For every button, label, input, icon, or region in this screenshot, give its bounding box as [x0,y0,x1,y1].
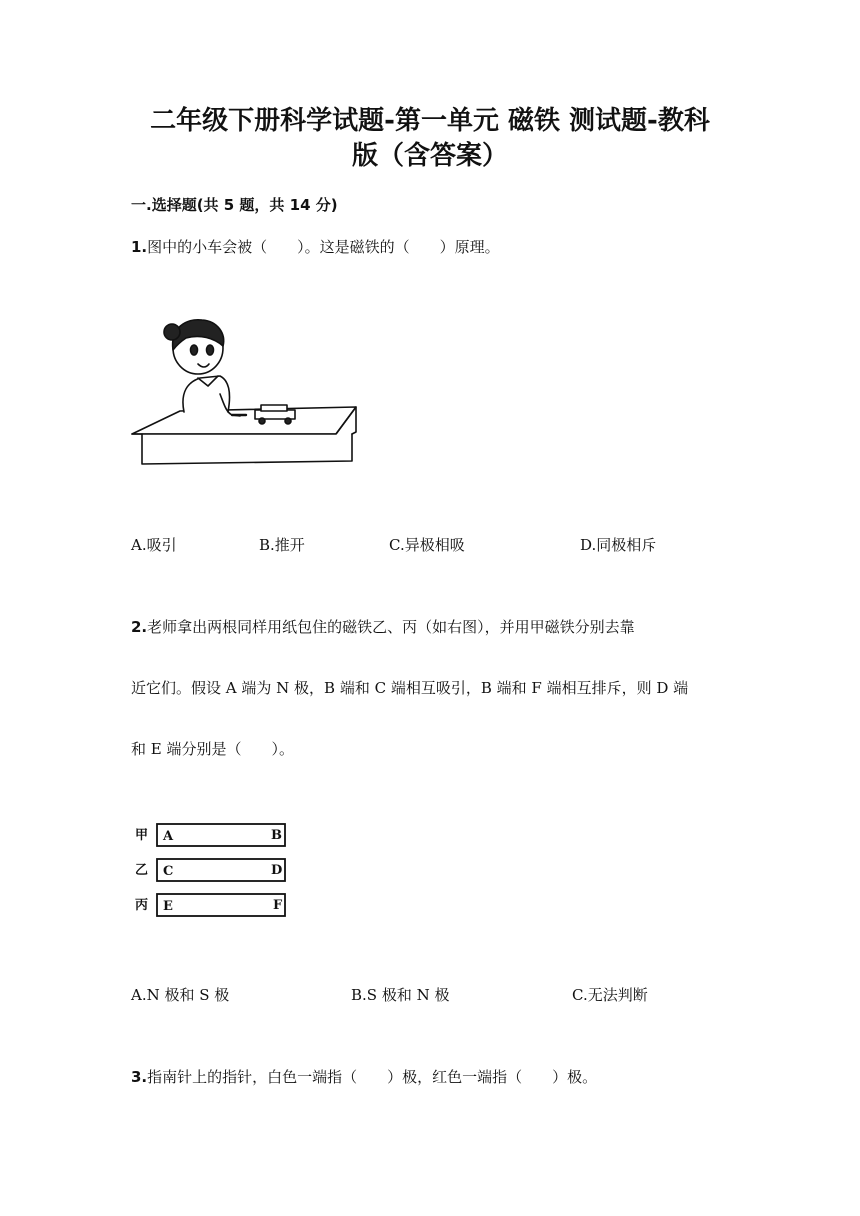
page-title-line-2: 版（含答案） [351,141,508,171]
page-title-line-1: 二年级下册科学试题-第一单元 磁铁 测试题-教科 [150,106,710,136]
magnet-bing-right-end: F [273,898,283,913]
question-3 [131,1066,597,1087]
section-heading: 一.选择题(共 5 题，共 14 分) [131,196,338,214]
question-2-option-b: B.S 极和 N 极 [351,986,450,1004]
question-2-number: 2. [131,618,148,636]
question-2-option-c: C.无法判断 [572,986,648,1004]
question-2-text-line-2: 近它们。假设 A 端为 N 极，B 端和 C 端相互吸引，B 端和 F 端相互排斥，则 D 端 [131,679,689,697]
question-2-text-line-3: 和 E 端分别是（ ）。 [131,740,294,758]
question-1 [131,236,500,257]
magnet-yi-name: 乙 [135,863,149,878]
girl-with-toy-car-illustration [128,316,364,472]
magnet-bing [157,894,285,916]
question-1-number: 1. [131,238,148,256]
question-1-option-a: A.吸引 [131,536,177,554]
magnet-jia [157,824,285,846]
question-2-option-a: A.N 极和 S 极 [131,986,230,1004]
magnet-yi-right-end: D [271,863,283,878]
magnet-bing-left-end: E [163,899,173,914]
question-3-number: 3. [131,1068,148,1086]
question-1-option-c: C.异极相吸 [389,536,465,554]
question-1-option-b: B.推开 [259,536,305,554]
magnet-yi [157,859,285,881]
question-2-text-line-1: 老师拿出两根同样用纸包住的磁铁乙、丙（如右图），并用甲磁铁分别去靠 [147,618,635,636]
magnet-jia-name: 甲 [135,828,149,843]
magnets-diagram [133,818,293,924]
magnet-jia-left-end: A [163,829,174,844]
question-1-option-d: D.同极相斥 [580,536,657,554]
question-1-text: 图中的小车会被（ ）。这是磁铁的（ ）原理。 [147,238,500,256]
magnet-yi-left-end: C [163,864,174,879]
magnet-jia-right-end: B [271,828,282,843]
question-3-text: 指南针上的指针，白色一端指（ ）极，红色一端指（ ）极。 [147,1068,598,1086]
magnet-bing-name: 丙 [135,898,149,913]
question-2-line-1 [131,616,635,637]
